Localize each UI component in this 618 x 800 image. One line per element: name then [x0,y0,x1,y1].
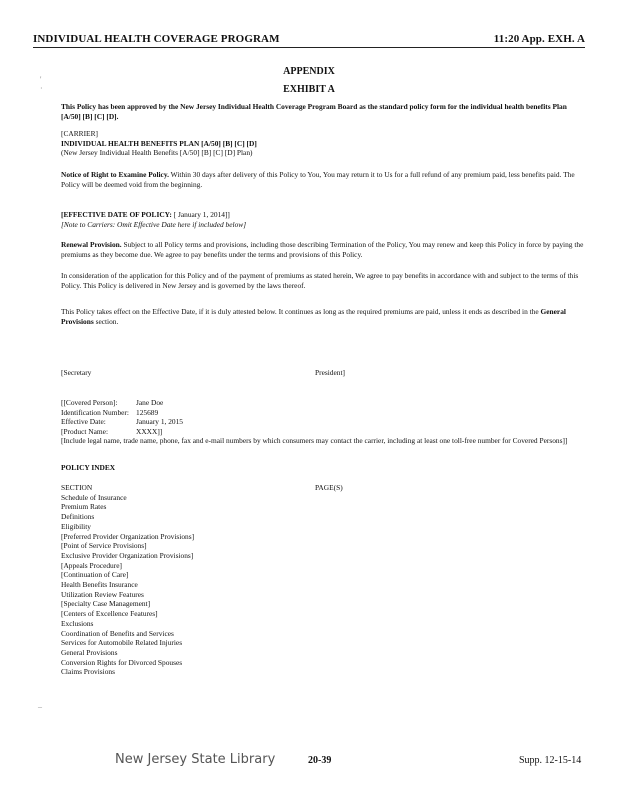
page-number: 20-39 [308,755,332,766]
effective-date-block [61,210,585,229]
plan-name: INDIVIDUAL HEALTH BENEFITS PLAN [A/50] [B] [C] [D] [61,138,257,148]
plan-subtitle: (New Jersey Individual Health Benefits [A/50] [B] [C] [D] Plan) [61,148,253,158]
covered-person-block [61,398,585,446]
index-item: General Provisions [61,647,118,657]
carrier-note: [Note to Carriers: Omit Effective Date here if included below] [61,219,247,229]
index-item: Exclusions [61,618,94,628]
secretary-signature: [Secretary [61,368,92,377]
effect-text: This Policy takes effect on the Effective Date, if it is duly attested below. It continues as long as the required premiums are paid, unless it ends as described in the [61,307,541,316]
header-program-title: INDIVIDUAL HEALTH COVERAGE PROGRAM [33,33,280,45]
covered-label: [[Covered Person]: [61,398,118,407]
approval-paragraph: This Policy has been approved by the New Jersey Individual Health Coverage Program Board as the standard policy form for the individual health benefits Plan [A/50] [B] [C] [D]. [61,102,567,121]
index-item: Exclusive Provider Organization Provisions] [61,550,194,560]
covered-row [61,427,585,437]
index-item: [Preferred Provider Organization Provisions] [61,531,195,541]
notice-title: Notice of Right to Examine Policy. [61,170,169,179]
index-item: [Continuation of Care] [61,570,129,580]
supplement-date: Supp. 12-15-14 [519,755,582,766]
covered-row [61,398,585,408]
index-item: Coordination of Benefits and Services [61,628,174,638]
renewal-paragraph [61,240,585,259]
president-signature: President] [315,368,345,377]
notice-text: Within 30 days after delivery of this Policy to You, You may return it to Us for a full refund of any premium paid, less benefits paid. The Policy will be deemed void from the beginning. [61,170,575,189]
index-item: Services for Automobile Related Injuries [61,638,183,648]
index-item: Schedule of Insurance [61,492,127,502]
include-note: [Include legal name, trade name, phone, fax and e-mail numbers by which consumers may contact the carrier, including at least one toll-free number for Covered Persons]] [61,436,568,446]
effective-date-label: [EFFECTIVE DATE OF POLICY: [61,210,172,219]
header-rule [33,47,585,48]
covered-label: Identification Number: [61,407,129,417]
index-item: Claims Provisions [61,667,116,677]
covered-label: Effective Date: [61,417,106,427]
index-item: Conversion Rights for Divorced Spouses [61,657,183,667]
index-item: [Centers of Excellence Features] [61,609,158,619]
index-item: Eligibility [61,521,91,531]
covered-row [61,408,585,418]
renewal-title: Renewal Provision. [61,240,122,249]
index-item: Health Benefits Insurance [61,580,138,590]
covered-value: 125689 [136,407,159,417]
appendix-title: APPENDIX [283,66,335,77]
index-item: Premium Rates [61,502,107,512]
pages-column-header: PAGE(S) [315,483,343,492]
general-provisions-ref: General Provisions [61,307,566,326]
index-item: Utilization Review Features [61,589,144,599]
index-item: [Point of Service Provisions] [61,541,147,551]
margin-mark: – [38,702,42,711]
notice-paragraph [61,170,585,189]
library-stamp: New Jersey State Library [115,752,276,767]
covered-value: Jane Doe [136,398,164,407]
covered-row [61,417,585,427]
covered-value: January 1, 2015 [136,417,184,427]
index-item: [Specialty Case Management] [61,599,151,609]
covered-value: XXXX]] [136,426,163,436]
effect-tail: section. [93,316,119,326]
renewal-text: Subject to all Policy terms and provisions, including those describing Termination of the Policy, You may renew and keep this Policy in force by paying the premiums as they become due. We agree to pay benefits under the terms and provisions of this Policy. [61,240,584,259]
header-section-ref: 11:20 App. EXH. A [493,33,585,45]
covered-label: [Product Name: [61,426,108,436]
margin-mark: ' [40,75,42,84]
running-header [33,33,585,45]
margin-mark: · [40,84,43,93]
policy-index-title: POLICY INDEX [61,463,116,472]
carrier-label: [CARRIER] [61,129,98,138]
signature-line [61,368,585,378]
policy-index-list [61,483,585,677]
consideration-paragraph: In consideration of the application for this Policy and of the payment of premiums as stated herein, We agree to pay benefits in accordance with and subject to the terms of this Policy. This Policy is delivered in New Jersey and is governed by the laws thereof. [61,271,579,290]
index-item: Definitions [61,512,95,522]
effect-paragraph [61,307,585,326]
index-item: [Appeals Procedure] [61,560,122,570]
carrier-block [61,129,585,158]
section-column-header: SECTION [61,483,93,492]
exhibit-title: EXHIBIT A [283,84,335,95]
effective-date-value: [ January 1, 2014]] [171,210,230,219]
